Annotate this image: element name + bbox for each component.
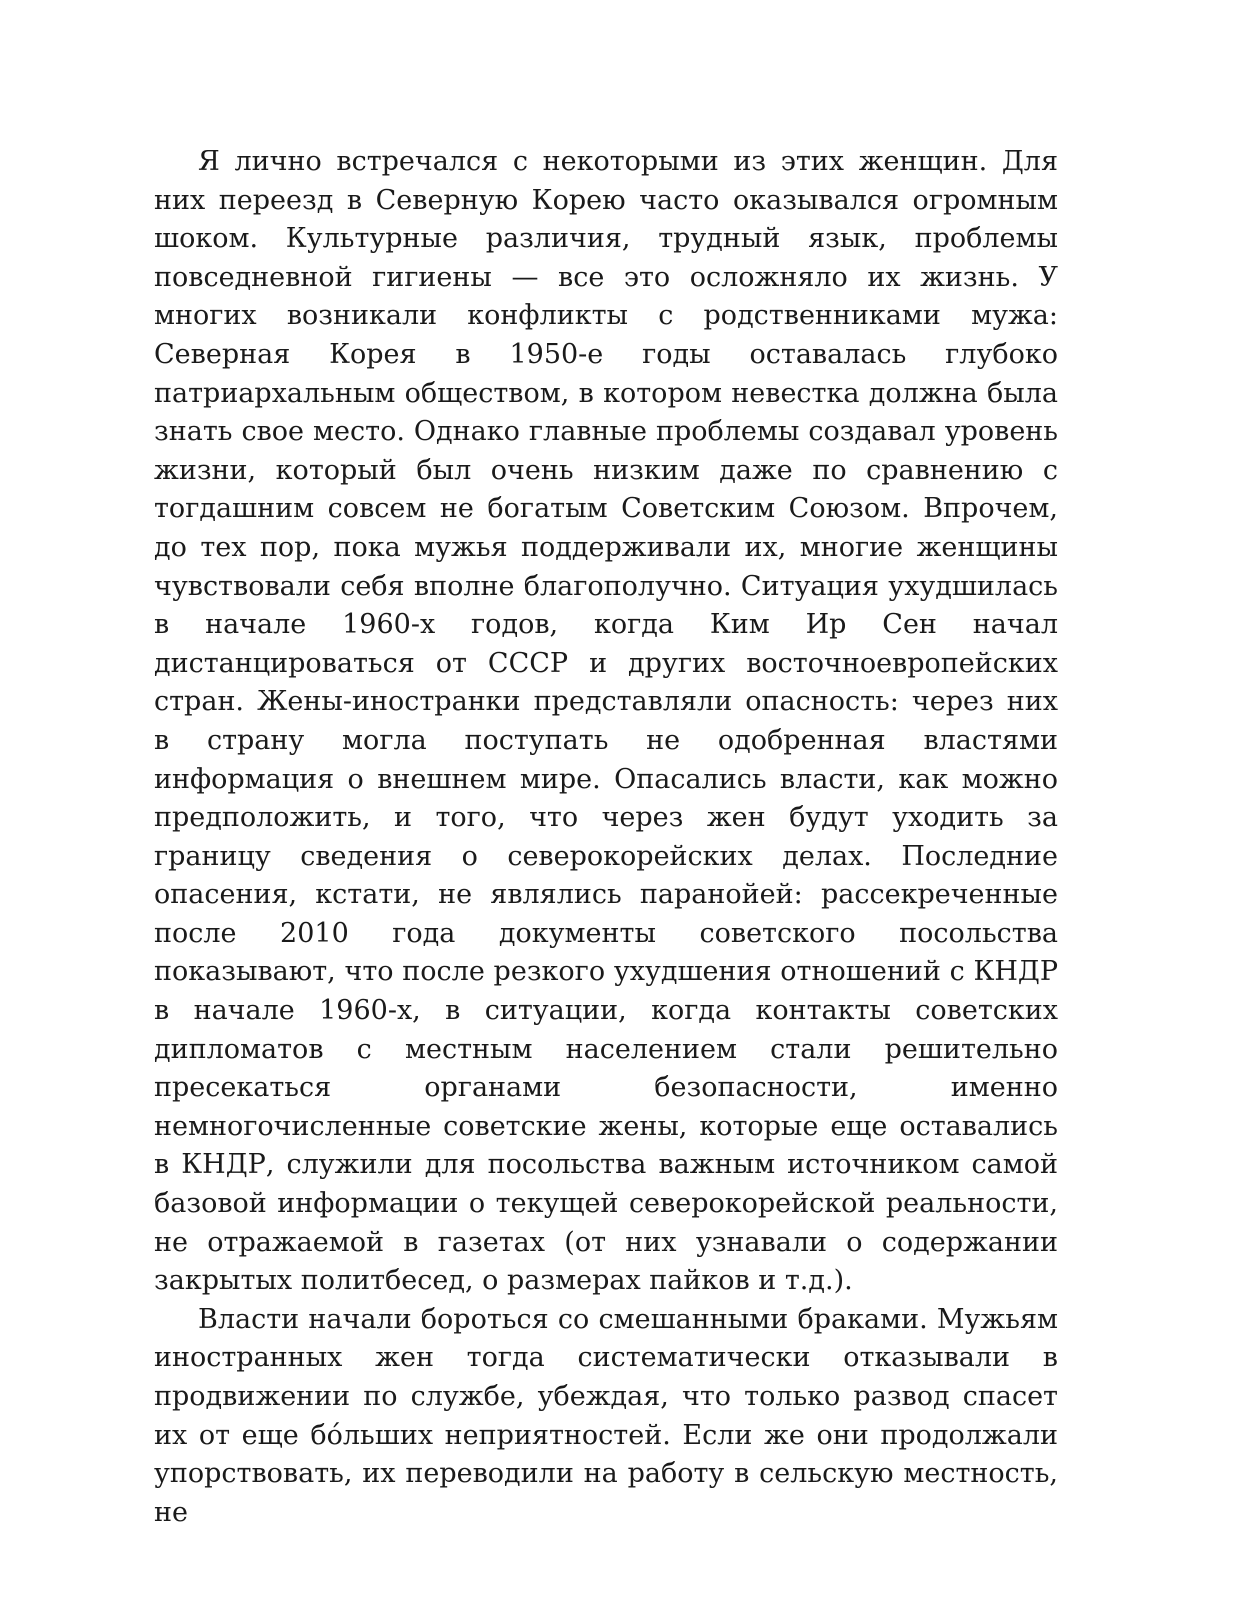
- page-body: [154, 143, 1058, 1532]
- paragraph: Власти начали бороться со смешанными браками. Мужьям иностранных жен тогда систематически отказывали в продвижении по службе, убеждая, что только развод спасет их от еще бóльших неприятностей. Если же они продолжали упорствовать, их переводили на работу в сельскую местность, не: [154, 1303, 1058, 1528]
- paragraph: Я лично встречался с некоторыми из этих женщин. Для них переезд в Северную Корею часто оказывался огромным шоком. Культурные различия, трудный язык, проблемы повседневной гигиены — все это осложняло их жизнь. У многих возникали конфликты с родственниками мужа: Северная Корея в 1950-е годы оставалась глубоко патриархальным обществом, в котором невестка должна была знать свое место. Однако главные проблемы создавал уровень жизни, который был очень низким даже по сравнению с тогдашним совсем не богатым Советским Союзом. Впрочем, до тех пор, пока мужья поддерживали их, многие женщины чувствовали себя вполне благополучно. Ситуация ухудшилась в начале 1960-х годов, когда Ким Ир Сен начал дистанцироваться от СССР и других восточноевропейских стран. Жены-иностранки представляли опасность: через них в страну могла поступать не одобренная властями информация о внешнем мире. Опасались власти, как можно предположить, и того, что через жен будут уходить за границу сведения о северокорейских делах. Последние опасения, кстати, не являлись паранойей: рассекреченные после 2010 года документы советского посольства показывают, что после резкого ухудшения отношений с КНДР в начале 1960-х, в ситуации, когда контакты советских дипломатов с местным населением стали решительно пресекаться органами безопасности, именно немногочисленные советские жены, которые еще оставались в КНДР, служили для посольства важным источником самой базовой информации о текущей северокорейской реальности, не отражаемой в газетах (от них узнавали о содержании закрытых политбесед, о размерах пайков и т.д.).: [154, 146, 1058, 1297]
